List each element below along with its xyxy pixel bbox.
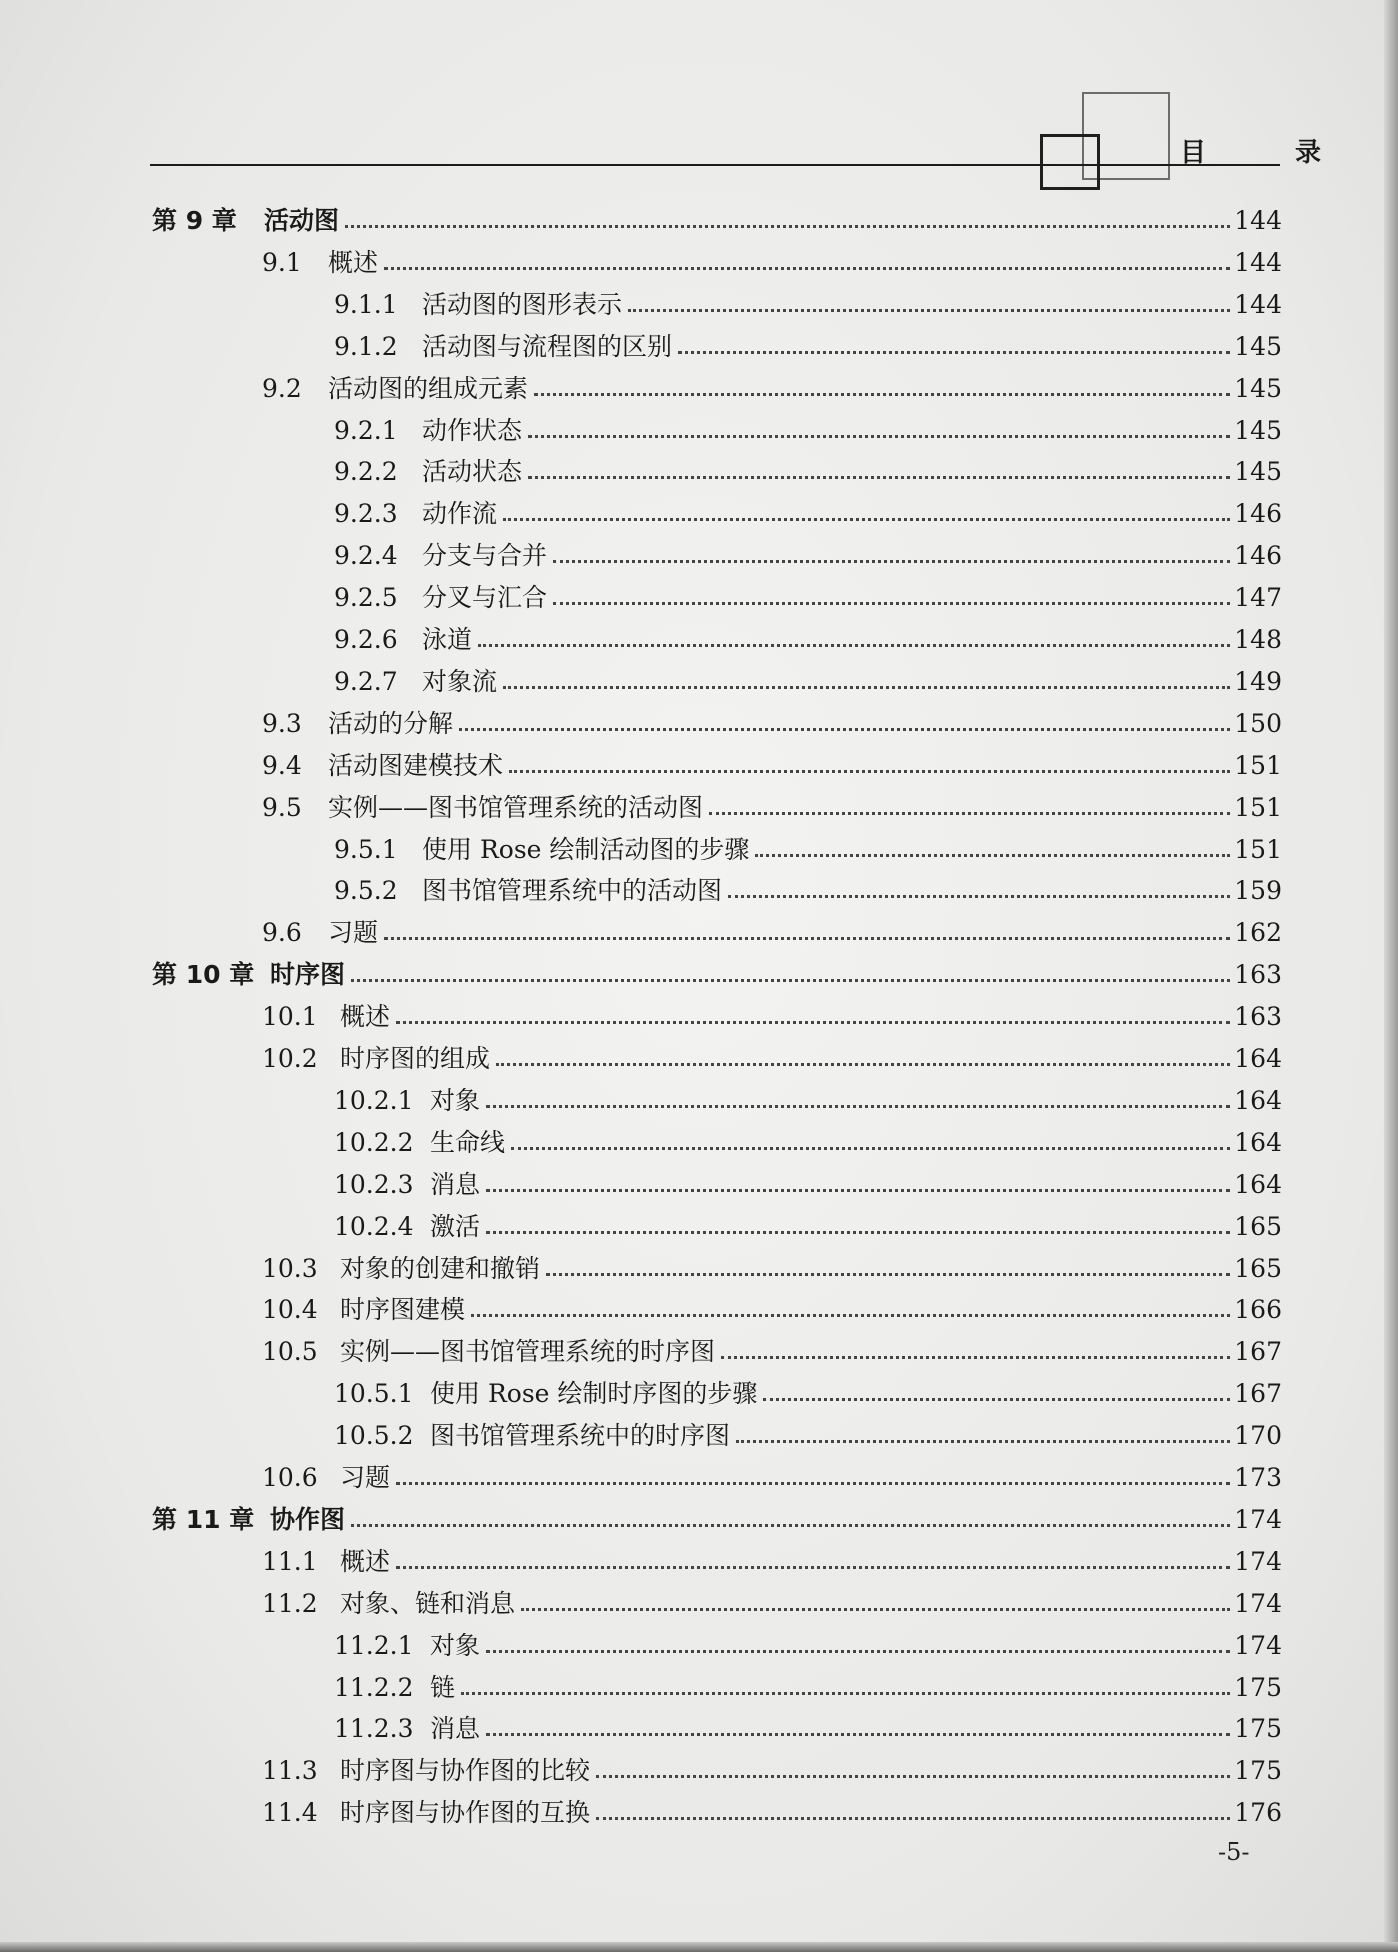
toc-entry-title: 对象 bbox=[430, 1085, 481, 1115]
toc-entry-page: 150 bbox=[1234, 708, 1282, 738]
toc-entry-page: 164 bbox=[1234, 1044, 1282, 1073]
toc-dot-leader bbox=[396, 1565, 1230, 1569]
toc-entry-page: 167 bbox=[1234, 1379, 1282, 1409]
toc-entry-number: 10.2 bbox=[262, 1044, 318, 1073]
toc-entry-page: 165 bbox=[1234, 1211, 1282, 1241]
toc-entry-title: 对象流 bbox=[422, 666, 498, 696]
toc-entry-title: 概述 bbox=[340, 1546, 391, 1576]
header-decoration-box-front bbox=[1040, 134, 1100, 190]
toc-entry-title: 实例——图书馆管理系统的时序图 bbox=[340, 1337, 716, 1367]
toc-entry-title: 使用 Rose 绘制时序图的步骤 bbox=[430, 1379, 758, 1409]
toc-entry-title: 活动图的图形表示 bbox=[422, 289, 623, 319]
toc-entry-number: 9.2.4 bbox=[334, 541, 398, 571]
toc-dot-leader bbox=[461, 1691, 1230, 1695]
toc-entry-title: 分支与合并 bbox=[422, 541, 548, 571]
header-title: 目 录 bbox=[1180, 138, 1362, 168]
toc-subsection-entry bbox=[334, 866, 1282, 906]
toc-section-entry bbox=[262, 783, 1282, 823]
toc-dot-leader bbox=[486, 1104, 1230, 1108]
toc-dot-leader bbox=[486, 1649, 1230, 1653]
toc-dot-leader bbox=[553, 601, 1230, 605]
toc-entry-number: 10.6 bbox=[262, 1463, 318, 1492]
toc-subsection-entry bbox=[334, 1411, 1282, 1451]
toc-dot-leader bbox=[553, 559, 1230, 563]
toc-entry-title: 使用 Rose 绘制活动图的步骤 bbox=[422, 834, 750, 864]
toc-entry-title: 活动图建模技术 bbox=[328, 750, 504, 780]
toc-entry-title: 概述 bbox=[340, 1002, 391, 1032]
toc-subsection-entry bbox=[334, 531, 1282, 571]
toc-dot-leader bbox=[511, 1146, 1230, 1150]
toc-entry-page: 170 bbox=[1234, 1421, 1282, 1451]
toc-entry-number: 11.4 bbox=[262, 1798, 318, 1828]
toc-dot-leader bbox=[728, 894, 1230, 898]
toc-subsection-entry bbox=[334, 1369, 1282, 1409]
toc-entry-number: 10.2.2 bbox=[334, 1127, 414, 1157]
toc-entry-title: 时序图与协作图的比较 bbox=[340, 1756, 591, 1786]
toc-dot-leader bbox=[496, 1062, 1230, 1066]
toc-dot-leader bbox=[471, 1313, 1230, 1317]
toc-entry-number: 9.6 bbox=[262, 918, 302, 948]
toc-entry-number: 9.2 bbox=[262, 373, 302, 403]
toc-entry-page: 144 bbox=[1234, 289, 1282, 319]
toc-dot-leader bbox=[384, 936, 1230, 940]
toc-dot-leader bbox=[478, 643, 1230, 647]
toc-subsection-entry bbox=[334, 447, 1282, 487]
toc-section-entry bbox=[262, 1537, 1282, 1577]
toc-entry-title: 消息 bbox=[430, 1714, 481, 1744]
toc-dot-leader bbox=[459, 727, 1230, 731]
toc-dot-leader bbox=[486, 1188, 1230, 1192]
toc-dot-leader bbox=[528, 434, 1230, 438]
toc-dot-leader bbox=[763, 1397, 1230, 1401]
toc-section-entry bbox=[262, 1788, 1282, 1828]
toc-entry-title: 图书馆管理系统中的活动图 bbox=[422, 876, 723, 906]
toc-entry-title: 生命线 bbox=[430, 1127, 506, 1157]
toc-entry-number: 11.3 bbox=[262, 1756, 318, 1786]
toc-entry-page: 175 bbox=[1234, 1756, 1282, 1786]
toc-entry-page: 145 bbox=[1234, 373, 1282, 403]
toc-dot-leader bbox=[546, 1272, 1230, 1276]
toc-entry-title: 对象 bbox=[430, 1630, 481, 1660]
toc-section-entry bbox=[262, 364, 1282, 404]
toc-subsection-entry bbox=[334, 280, 1282, 320]
toc-subsection-entry bbox=[334, 573, 1282, 613]
toc-entry-page: 159 bbox=[1234, 876, 1282, 906]
toc-subsection-entry bbox=[334, 1621, 1282, 1661]
toc-entry-title: 链 bbox=[430, 1672, 456, 1702]
toc-subsection-entry bbox=[334, 1160, 1282, 1200]
toc-entry-title: 图书馆管理系统中的时序图 bbox=[430, 1421, 731, 1451]
toc-entry-page: 145 bbox=[1234, 457, 1282, 487]
toc-entry-page: 146 bbox=[1234, 541, 1282, 571]
toc-entry-title: 时序图与协作图的互换 bbox=[340, 1798, 591, 1828]
toc-entry-number: 9.5.2 bbox=[334, 876, 398, 906]
toc-entry-number: 第 9 章 bbox=[152, 206, 237, 235]
toc-entry-number: 9.2.1 bbox=[334, 415, 398, 445]
toc-section-entry bbox=[262, 1327, 1282, 1367]
toc-entry-page: 176 bbox=[1234, 1798, 1282, 1828]
toc-section-entry bbox=[262, 699, 1282, 739]
toc-chapter-entry bbox=[152, 950, 1282, 990]
toc-entry-page: 175 bbox=[1234, 1672, 1282, 1702]
toc-dot-leader bbox=[396, 1020, 1230, 1024]
toc-entry-page: 151 bbox=[1234, 834, 1282, 864]
toc-section-entry bbox=[262, 992, 1282, 1032]
toc-subsection-entry bbox=[334, 1076, 1282, 1116]
toc-section-entry bbox=[262, 1453, 1282, 1493]
toc-entry-number: 9.5 bbox=[262, 792, 302, 822]
toc-dot-leader bbox=[755, 853, 1230, 857]
toc-entry-number: 11.2.2 bbox=[334, 1672, 414, 1702]
toc-dot-leader bbox=[736, 1439, 1230, 1443]
toc-entry-title: 泳道 bbox=[422, 625, 473, 654]
toc-entry-number: 11.2 bbox=[262, 1588, 318, 1618]
toc-entry-page: 163 bbox=[1234, 1002, 1282, 1032]
toc-dot-leader bbox=[721, 1355, 1230, 1359]
toc-dot-leader bbox=[709, 811, 1230, 815]
toc-entry-number: 10.5.1 bbox=[334, 1379, 414, 1409]
toc-entry-number: 10.2.4 bbox=[334, 1211, 414, 1241]
toc-entry-title: 时序图 bbox=[270, 960, 346, 990]
toc-entry-page: 167 bbox=[1234, 1337, 1282, 1367]
toc-entry-page: 145 bbox=[1234, 415, 1282, 445]
toc-entry-number: 10.1 bbox=[262, 1002, 318, 1032]
toc-entry-number: 11.2.3 bbox=[334, 1714, 414, 1744]
toc-subsection-entry bbox=[334, 1118, 1282, 1158]
toc-section-entry bbox=[262, 741, 1282, 781]
toc-entry-page: 174 bbox=[1234, 1504, 1282, 1534]
toc-section-entry bbox=[262, 908, 1282, 948]
toc-entry-title: 时序图的组成 bbox=[340, 1044, 491, 1073]
toc-entry-number: 11.1 bbox=[262, 1546, 318, 1576]
toc-entry-page: 151 bbox=[1234, 792, 1282, 822]
toc-entry-number: 10.4 bbox=[262, 1295, 318, 1325]
toc-entry-page: 166 bbox=[1234, 1295, 1282, 1325]
toc-entry-page: 144 bbox=[1234, 247, 1282, 277]
toc-entry-number: 10.5.2 bbox=[334, 1421, 414, 1451]
toc-entry-number: 第 10 章 bbox=[152, 960, 255, 990]
toc-dot-leader bbox=[396, 1481, 1230, 1485]
toc-entry-number: 9.4 bbox=[262, 750, 302, 780]
page-number: -5- bbox=[1218, 1838, 1250, 1866]
page-edge-bottom bbox=[0, 1942, 1398, 1952]
toc-section-entry bbox=[262, 1244, 1282, 1284]
toc-entry-number: 10.2.3 bbox=[334, 1169, 414, 1199]
toc-entry-number: 9.2.7 bbox=[334, 666, 398, 696]
toc-dot-leader bbox=[486, 1732, 1230, 1736]
toc-dot-leader bbox=[528, 475, 1230, 479]
toc-dot-leader bbox=[351, 978, 1230, 982]
toc-entry-number: 9.2.5 bbox=[334, 583, 398, 613]
toc-entry-title: 习题 bbox=[340, 1463, 391, 1492]
toc-entry-title: 习题 bbox=[328, 918, 379, 948]
toc-entry-number: 9.2.6 bbox=[334, 625, 398, 654]
toc-entry-page: 148 bbox=[1234, 625, 1282, 654]
toc-dot-leader bbox=[596, 1774, 1230, 1778]
toc-dot-leader bbox=[534, 392, 1230, 396]
toc-entry-number: 10.3 bbox=[262, 1253, 318, 1283]
toc-dot-leader bbox=[345, 224, 1230, 228]
toc-dot-leader bbox=[596, 1816, 1230, 1820]
toc-entry-number: 9.1.1 bbox=[334, 289, 398, 319]
toc-section-entry bbox=[262, 1285, 1282, 1325]
toc-entry-title: 活动的分解 bbox=[328, 708, 454, 738]
toc-entry-title: 动作流 bbox=[422, 499, 498, 529]
toc-entry-title: 对象、链和消息 bbox=[340, 1588, 516, 1618]
toc-dot-leader bbox=[509, 769, 1230, 773]
toc-entry-page: 165 bbox=[1234, 1253, 1282, 1283]
toc-section-entry bbox=[262, 1034, 1282, 1074]
toc-dot-leader bbox=[521, 1607, 1230, 1611]
toc-entry-number: 11.2.1 bbox=[334, 1630, 414, 1660]
toc-entry-number: 9.1.2 bbox=[334, 331, 398, 361]
toc-subsection-entry bbox=[334, 657, 1282, 697]
toc-entry-page: 174 bbox=[1234, 1546, 1282, 1576]
toc-entry-page: 147 bbox=[1234, 583, 1282, 613]
toc-entry-title: 实例——图书馆管理系统的活动图 bbox=[328, 792, 704, 822]
toc-subsection-entry bbox=[334, 489, 1282, 529]
toc-section-entry bbox=[262, 1579, 1282, 1619]
toc-entry-title: 激活 bbox=[430, 1211, 481, 1241]
toc-entry-page: 149 bbox=[1234, 666, 1282, 696]
toc-entry-title: 消息 bbox=[430, 1169, 481, 1199]
toc-entry-title: 活动图与流程图的区别 bbox=[422, 331, 673, 361]
page-edge-right bbox=[1384, 0, 1398, 1952]
toc-entry-page: 146 bbox=[1234, 499, 1282, 529]
toc-chapter-entry bbox=[152, 1495, 1282, 1535]
toc-entry-number: 9.5.1 bbox=[334, 834, 398, 864]
toc-section-entry bbox=[262, 238, 1282, 278]
toc-dot-leader bbox=[503, 517, 1230, 521]
toc-subsection-entry bbox=[334, 1704, 1282, 1744]
toc-entry-number: 10.2.1 bbox=[334, 1085, 414, 1115]
toc-entry-number: 10.5 bbox=[262, 1337, 318, 1367]
toc-entry-title: 时序图建模 bbox=[340, 1295, 466, 1325]
toc-dot-leader bbox=[628, 308, 1230, 312]
toc-entry-page: 164 bbox=[1234, 1127, 1282, 1157]
toc-entry-title: 分叉与汇合 bbox=[422, 583, 548, 613]
toc-entry-page: 173 bbox=[1234, 1463, 1282, 1492]
toc-subsection-entry bbox=[334, 1202, 1282, 1242]
toc-entry-page: 151 bbox=[1234, 750, 1282, 780]
toc-chapter-entry bbox=[152, 196, 1282, 236]
toc-entry-number: 9.1 bbox=[262, 247, 302, 277]
toc-entry-page: 162 bbox=[1234, 918, 1282, 948]
toc-entry-title: 概述 bbox=[328, 247, 379, 277]
toc-entry-number: 第 11 章 bbox=[152, 1504, 255, 1534]
toc-entry-title: 活动状态 bbox=[422, 457, 523, 487]
toc-entry-page: 174 bbox=[1234, 1588, 1282, 1618]
toc-section-entry bbox=[262, 1746, 1282, 1786]
toc-entry-page: 163 bbox=[1234, 960, 1282, 990]
toc-entry-page: 175 bbox=[1234, 1714, 1282, 1744]
toc-subsection-entry bbox=[334, 1663, 1282, 1703]
toc-entry-number: 9.2.3 bbox=[334, 499, 398, 529]
toc-entry-page: 174 bbox=[1234, 1630, 1282, 1660]
toc-entry-title: 活动图 bbox=[264, 206, 340, 235]
toc-entry-title: 活动图的组成元素 bbox=[328, 373, 529, 403]
header-rule bbox=[150, 164, 1280, 166]
toc-entry-page: 144 bbox=[1234, 206, 1282, 235]
toc-entry-title: 协作图 bbox=[270, 1504, 346, 1534]
toc-subsection-entry bbox=[334, 825, 1282, 865]
toc-entry-title: 对象的创建和撤销 bbox=[340, 1253, 541, 1283]
toc-dot-leader bbox=[351, 1523, 1230, 1527]
toc-entry-title: 动作状态 bbox=[422, 415, 523, 445]
toc-entry-number: 9.2.2 bbox=[334, 457, 398, 487]
toc-dot-leader bbox=[486, 1230, 1230, 1234]
toc-subsection-entry bbox=[334, 406, 1282, 446]
toc-entry-number: 9.3 bbox=[262, 708, 302, 738]
toc-entry-page: 164 bbox=[1234, 1169, 1282, 1199]
toc-subsection-entry bbox=[334, 615, 1282, 655]
toc-entry-page: 145 bbox=[1234, 331, 1282, 361]
toc-dot-leader bbox=[384, 266, 1230, 270]
toc-entry-page: 164 bbox=[1234, 1085, 1282, 1115]
toc-dot-leader bbox=[678, 350, 1230, 354]
toc-dot-leader bbox=[503, 685, 1230, 689]
toc-subsection-entry bbox=[334, 322, 1282, 362]
